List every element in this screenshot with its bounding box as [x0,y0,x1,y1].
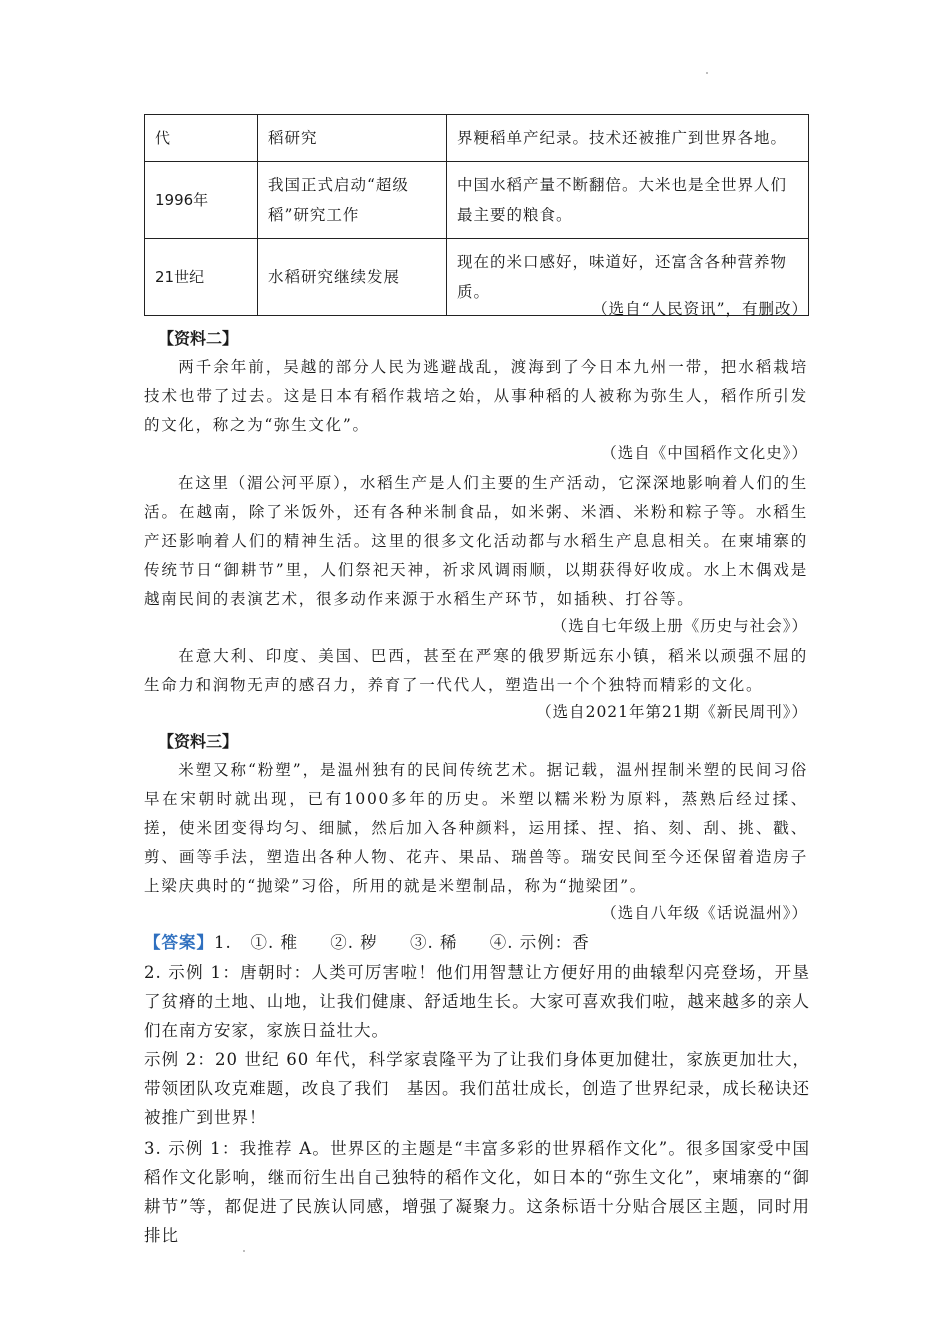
material-two-heading: 【资料二】 [158,329,239,348]
answer-q1 [144,928,810,957]
answer-tag: 【答案】 [144,933,214,952]
table-cell-era: 1996年 [145,162,258,239]
table-cell-result: 中国水稻产量不断翻倍。大米也是全世界人们最主要的粮食。 [447,162,809,239]
answer-q2-example-1: 2. 示例 1：唐朝时：人类可厉害啦！他们用智慧让方便好用的曲辕犁闪亮登场，开垦了贫瘠的土地、山地，让我们健康、舒适地生长。大家可喜欢我们啦，越来越多的亲人们在南方安家，家族日益壮大。 [144,963,810,1040]
answer-q2-example-2: 示例 2：20 世纪 60 年代，科学家袁隆平为了让我们身体更加健壮，家族更加壮大，带领团队攻克难题，改良了我们 基因。我们茁壮成长，创造了世界纪录，成长秘诀还被推广到世界！ [144,1050,810,1127]
material-two-paragraph-1: 两千余年前，吴越的部分人民为逃避战乱，渡海到了今日本九州一带，把水稻栽培技术也带了过去。这是日本有稻作栽培之始，从事种稻的人被称为弥生人，稻作所引发的文化，称之为“弥生文化”。 [144,358,808,434]
material-two-source-1: （选自《中国稻作文化史》） [601,444,808,462]
table-cell-event: 水稻研究继续发展 [258,239,447,316]
table-row [145,115,809,162]
table-cell-result: 界粳稻单产纪录。技术还被推广到世界各地。 [447,115,809,162]
table-cell-event: 我国正式启动“超级稻”研究工作 [258,162,447,239]
table-source: （选自“人民资讯”，有删改） [592,300,808,318]
table-row [145,162,809,239]
material-three-paragraph: 米塑又称“粉塑”，是温州独有的民间传统艺术。据记载，温州捏制米塑的民间习俗早在宋朝时就出现，已有1000多年的历史。米塑以糯米粉为原料，蒸熟后经过揉、搓，使米团变得均匀、细腻，然后加入各种颜料，运用揉、捏、掐、刻、刮、挑、戳、剪、画等手法，塑造出各种人物、花卉、果品、瑞兽等。瑞安民间至今还保留着造房子上梁庆典时的“抛梁”习俗，所用的就是米塑制品，称为“抛梁团”。 [144,761,808,895]
answer-q1-number: 1. [214,933,232,952]
rice-history-table [144,114,809,316]
material-two-source-3: （选自2021年第21期《新民周刊》） [536,703,808,721]
table-cell-event: 稻研究 [258,115,447,162]
page-mark [706,72,708,74]
answer-option: ④. 示例：香 [489,933,590,952]
material-three-source: （选自八年级《话说温州》） [601,904,808,922]
table-cell-result: 现在的米口感好，味道好，还富含各种营养物质。 [447,239,809,316]
page-mark [243,1250,245,1252]
material-two-paragraph-3: 在意大利、印度、美国、巴西，甚至在严寒的俄罗斯远东小镇，稻米以顽强不屈的生命力和润物无声的感召力，养育了一代代人，塑造出一个个独特而精彩的文化。 [144,647,808,694]
answer-option: ③. 稀 [410,933,458,952]
answer-option: ①. 稚 [250,933,298,952]
table-cell-era: 代 [145,115,258,162]
answer-option: ②. 秽 [330,933,378,952]
answer-q3: 3. 示例 1：我推荐 A。世界区的主题是“丰富多彩的世界稻作文化”。很多国家受中国稻作文化影响，继而衍生出自己独特的稻作文化，如日本的“弥生文化”，柬埔寨的“御耕节”等，都促进了民族认同感，增强了凝聚力。这条标语十分贴合展区主题，同时用排比 [144,1139,810,1245]
material-two-paragraph-2: 在这里（湄公河平原），水稻生产是人们主要的生产活动，它深深地影响着人们的生活。在越南，除了米饭外，还有各种米制食品，如米粥、米酒、米粉和粽子等。水稻生产还影响着人们的精神生活。这里的很多文化活动都与水稻生产息息相关。在柬埔寨的传统节日“御耕节”里，人们祭祀天神，祈求风调雨顺，以期获得好收成。水上木偶戏是越南民间的表演艺术，很多动作来源于水稻生产环节，如插秧、打谷等。 [144,474,808,608]
material-three-heading: 【资料三】 [158,732,239,751]
material-two-source-2: （选自七年级上册《历史与社会》） [551,617,808,635]
table-cell-era: 21世纪 [145,239,258,316]
